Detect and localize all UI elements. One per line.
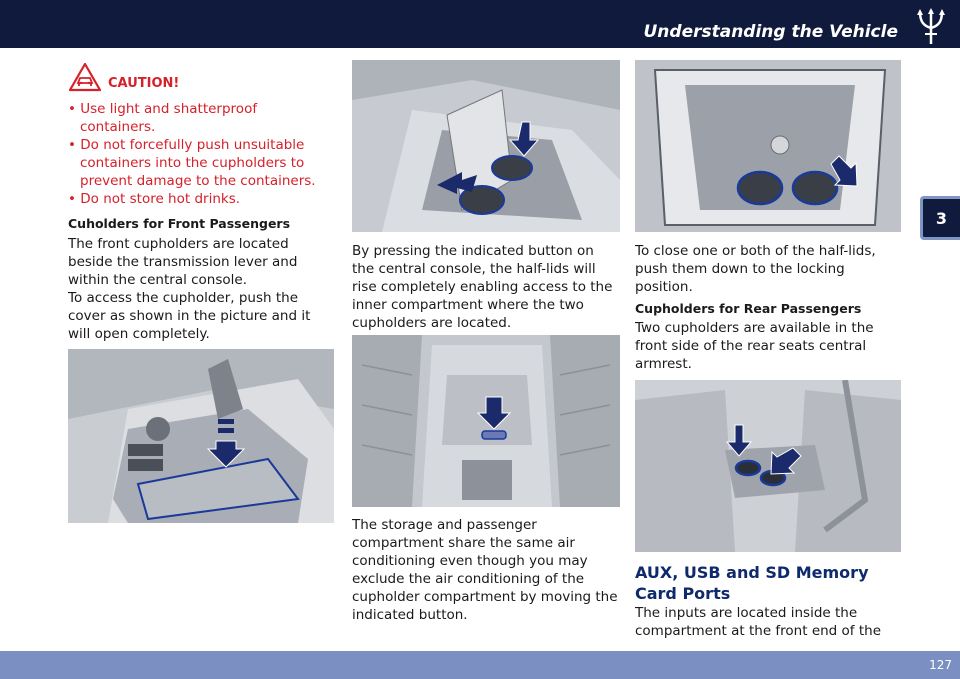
rear-armrest-illustration bbox=[635, 380, 901, 552]
armrest-button-illustration bbox=[352, 335, 620, 507]
caution-item: • Use light and shatterproof containers. bbox=[68, 100, 334, 136]
aux-usb-sd-heading: AUX, USB and SD Memory Card Ports bbox=[635, 563, 869, 603]
caution-heading bbox=[68, 62, 179, 92]
footer-bar bbox=[0, 651, 960, 679]
open-cupholder-illustration bbox=[352, 60, 620, 232]
caution-label: CAUTION! bbox=[108, 75, 180, 91]
front-console-photo bbox=[68, 349, 334, 523]
aux-usb-sd-para: The inputs are located inside the compartment at the front end of the bbox=[635, 605, 882, 639]
caution-warning-icon bbox=[68, 62, 102, 92]
trident-logo-icon bbox=[914, 6, 948, 46]
chapter-tab[interactable]: 3 bbox=[920, 196, 960, 240]
caution-item: • Do not forcefully push unsuitable containers into the cupholders to prevent damage to the containers. bbox=[68, 136, 334, 190]
air-conditioning-para: The storage and passenger compartment share the same air conditioning even though you may exclude the air conditioning of the cupholder compartment by moving the indicated button. bbox=[352, 517, 618, 623]
page-header-title: Understanding the Vehicle bbox=[643, 22, 898, 42]
front-cupholders-para-2: To access the cupholder, push the cover as shown in the picture and it will open completely. bbox=[68, 290, 311, 342]
rear-armrest-photo bbox=[635, 380, 901, 552]
rear-cupholders-heading: Cupholders for Rear Passengers bbox=[635, 301, 862, 316]
open-cupholder-photo bbox=[352, 60, 620, 232]
armrest-button-photo bbox=[352, 335, 620, 507]
front-cupholders-heading: Cuholders for Front Passengers bbox=[68, 216, 291, 231]
half-lids-closing-illustration bbox=[635, 60, 901, 232]
front-console-illustration bbox=[68, 349, 334, 523]
front-cupholders-para-1: The front cupholders are located beside the transmission lever and within the central console. bbox=[68, 236, 298, 288]
rear-cupholders-para: Two cupholders are available in the front side of the rear seats central armrest. bbox=[635, 320, 874, 372]
page-number: 127 bbox=[929, 658, 952, 672]
close-half-lids-para: To close one or both of the half-lids, push them down to the locking position. bbox=[635, 243, 876, 295]
half-lids-para: By pressing the indicated button on the central console, the half-lids will rise completely enabling access to the inner compartment where the two cupholders are located. bbox=[352, 243, 613, 331]
caution-item: • Do not store hot drinks. bbox=[68, 190, 334, 208]
caution-list bbox=[68, 100, 334, 208]
half-lids-closing-photo bbox=[635, 60, 901, 232]
